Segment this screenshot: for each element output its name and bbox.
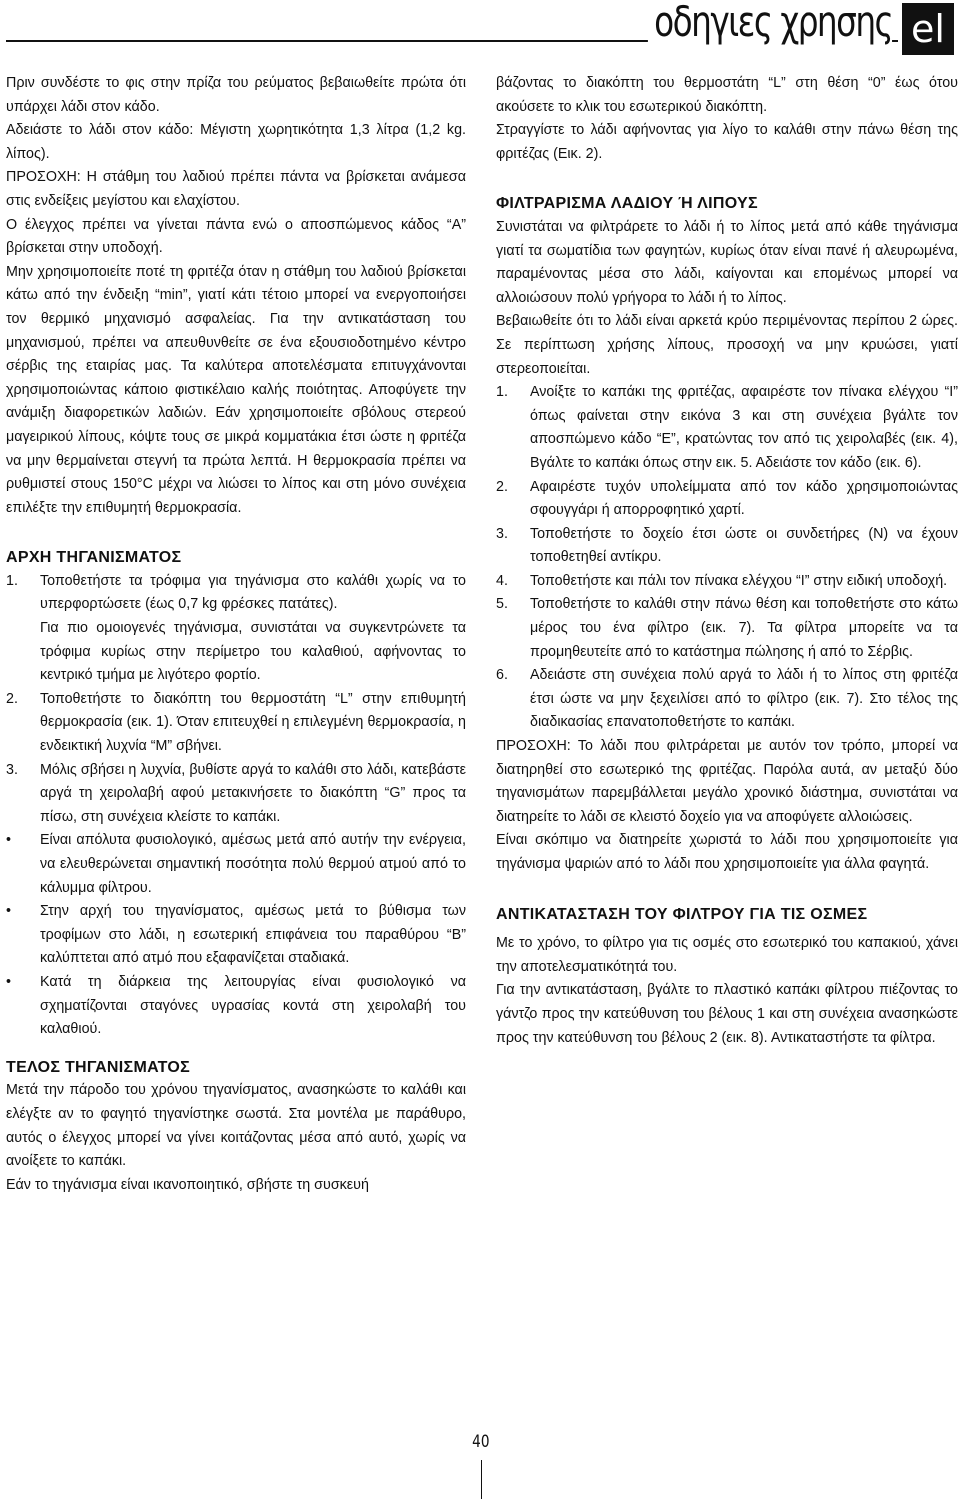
list-item: [496, 664, 958, 735]
right-column: [496, 72, 958, 1050]
section-title-start: ΑΡΧΗ ΤΗΓΑΝΙΣΜΑΤΟΣ: [6, 549, 182, 567]
filter-steps-list: [496, 381, 958, 735]
list-item: [496, 381, 958, 475]
list-marker: 1.: [496, 384, 508, 401]
filter-paragraph: Βεβαιωθείτε ότι το λάδι είναι αρκετά κρύο περιμένοντας περίπου 2 ώρες. Σε περίπτωση χρήσης λίπους, προσοχή να μην κρυώσει, γιατί στερεοποιείται.: [496, 313, 958, 377]
list-marker: •: [6, 832, 12, 849]
section-title-end: ΤΕΛΟΣ ΤΗΓΑΝΙΣΜΑΤΟΣ: [6, 1058, 191, 1076]
filter-note-paragraph: Είναι σκόπιμο να διατηρείτε χωριστά το λάδι που χρησιμοποιείτε για τηγάνισμα ψαριών από το λάδι που χρησιμοποιείτε για άλλα φαγητά.: [496, 832, 958, 872]
list-item: [6, 688, 466, 759]
section-title-filter: ΦΙΛΤΡΑΡΙΣΜΑ ΛΑΔΙΟΥ Ή ΛΙΠΟΥΣ: [496, 195, 758, 213]
list-item: [6, 570, 466, 688]
list-marker: 1.: [6, 572, 18, 589]
continuation-paragraph: βάζοντας το διακόπτη του θερμοστάτη “L” στη θέση “0” έως ότου ακούσετε το κλικ του εσωτερικού διακόπτη.: [496, 75, 958, 115]
intro-paragraph: ΠΡΟΣΟΧΗ: Η στάθμη του λαδιού πρέπει πάντα να βρίσκεται ανάμεσα στις ενδείξεις μεγίστου και ελαχίστου.: [6, 169, 466, 209]
list-marker: 4.: [496, 572, 508, 589]
list-item: [496, 523, 958, 570]
list-marker: 5.: [496, 596, 508, 613]
list-marker: 6.: [496, 667, 508, 684]
list-item: [496, 593, 958, 664]
start-steps-list: [6, 570, 466, 1042]
list-item-text: Τοποθετήστε το διακόπτη του θερμοστάτη “L” στην επιθυμητή θερμοκρασία (εικ. 1). Όταν επιτευχθεί η επιλεγμένη θερμοκρασία, η ενδεικτική λυχνία “M” σβήνει.: [40, 690, 466, 755]
continuation-paragraph: Στραγγίστε το λάδι αφήνοντας για λίγο το καλάθι στην πάνω θέση της φριτέζας (Εικ. 2).: [496, 122, 958, 162]
list-marker: 2.: [6, 690, 18, 707]
end-paragraph: Εάν το τηγάνισμα είναι ικανοποιητικό, σβήστε τη συσκευή: [6, 1176, 369, 1193]
list-item-text: Τοποθετήστε το καλάθι στην πάνω θέση και τοποθετήστε στο κάτω μέρος του ένα φίλτρο (εικ. 7). Τα φίλτρα μπορείτε να τα προμηθευτείτε από το κατάστημα πώλησης ή από το Σέρβις.: [530, 596, 958, 660]
intro-paragraph: Μην χρησιμοποιείτε ποτέ τη φριτέζα όταν η στάθμη του λαδιού βρίσκεται κάτω από την ένδειξη “min”, γιατί κάτι τέτοιο μπορεί να ενεργοποιήσει τον θερμικό μηχανισμό ασφαλείας. Για την αντικατάσταση του μηχανισμού, πρέπει να απευθυνθείτε σε ένα εξουσιοδοτημένο κέντρο σέρβις της εταιρίας μας. Τα καλύτερα αποτελέσματα επιτυγχάνονται χρησιμοποιώντας κάποιο φιστικέλαιο καλής ποιότητας. Αποφύγετε την ανάμιξη διαφορετικών λαδιών. Εάν χρησιμοποιείτε σβόλους στερεού μαγειρικού λίπους, κόψτε τους σε μικρά κομματάκια έτσι ώστε η φριτέζα να μην θερμαίνεται στεγνή τα πρώτα λεπτά. Η θερμοκρασία πρέπει να ρυθμιστεί στους 150°C μέχρι να λιώσει το λίπος και στη μόνο συνέχεια επιλέξτε την επιθυμητή θερμοκρασία.: [6, 263, 466, 516]
header-title: οδηγιες χρησης: [648, 0, 892, 48]
list-item-text: Ανοίξτε το καπάκι της φριτέζας, αφαιρέστε τον πίνακα ελέγχου “I” όπως φαίνεται στην εικόνα 3 και στη συνέχεια βγάλτε τον αποσπώμενο κάδο “E”, κρατώντας τον από τις χειρολαβές (εικ. 4), Βγάλτε το καπάκι όπως στην εικ. 5. Αδειάστε τον κάδο (εικ. 6).: [530, 384, 958, 471]
list-marker: 3.: [496, 525, 508, 542]
list-item-text: Μόλις σβήσει η λυχνία, βυθίστε αργά το καλάθι στο λάδι, κατεβάστε αργά τη χειρολαβή αφού μετακινήσετε το διακόπτη “G” προς τα πίσω, στη συνέχεια κλείστε το καπάκι.: [40, 761, 466, 825]
page-divider-line: [481, 1460, 482, 1499]
list-marker: •: [6, 973, 12, 990]
list-item-text: Τοποθετήστε τα τρόφιμα για τηγάνισμα στο καλάθι χωρίς να το υπερφορτώσετε (έως 0,7 kg φρέσκες πατάτες).: [40, 572, 466, 613]
list-item: [6, 829, 466, 900]
list-item: [6, 900, 466, 971]
list-item-text: Είναι απόλυτα φυσιολογικό, αμέσως μετά από αυτήν την ενέργεια, να ελευθερώνεται σημαντική ποσότητα πολύ θερμού ατμού από το κάλυμμα φίλτρου.: [40, 832, 466, 896]
list-item: [496, 476, 958, 523]
left-column: [6, 72, 466, 1197]
list-item-text: Κατά τη διάρκεια της λειτουργίας είναι φυσιολογικό να σχηματίζονται σταγόνες υγρασίας κοντά στη χειρολαβή του καλαθιού.: [40, 973, 466, 1038]
filter-paragraph: Συνιστάται να φιλτράρετε το λάδι ή το λίπος μετά από κάθε τηγάνισμα γιατί τα σωματίδια των φαγητών, κυρίως όταν είναι πανέ ή αλευρωμένα, παραμένοντας μέσα στο λάδι, καίγονται και επομένως μπορεί να αλλοιώσουν πολύ γρήγορα το λάδι ή το λίπος.: [496, 218, 958, 306]
page-number: 40: [472, 1432, 490, 1452]
list-item-text: Στην αρχή του τηγανίσματος, αμέσως μετά το βύθισμα των τροφίμων στο λάδι, η εσωτερική επιφάνεια του παραθύρου “B” καλύπτεται από ατμό που εξαφανίζεται σταδιακά.: [40, 903, 466, 967]
list-item-text: Τοποθετήστε και πάλι τον πίνακα ελέγχου “I” στην ειδική υποδοχή.: [530, 572, 948, 589]
filter-note-paragraph: ΠΡΟΣΟΧΗ: Το λάδι που φιλτράρεται με αυτόν τον τρόπο, μπορεί να διατηρηθεί στο εσωτερικό της φριτέζας. Παρόλα αυτά, αν μεταξύ δύο τηγανισμάτων παρεμβάλλεται μεγάλο χρονικό διάστημα, συνιστάται να διατηρείτε το λάδι σε κλειστό δοχείο για να αποφύγετε αλλοιώσεις.: [496, 738, 958, 825]
list-item-text: Αφαιρέστε τυχόν υπολείμματα από τον κάδο χρησιμοποιώντας σφουγγάρι ή απορροφητικό χαρτί.: [530, 478, 958, 519]
list-item: [6, 971, 466, 1042]
list-item-text: Τοποθετήστε το δοχείο έτσι ώστε οι συνδετήρες (N) να έχουν τοποθετηθεί αντίκρυ.: [530, 525, 958, 566]
page-header: [0, 0, 960, 62]
intro-paragraph: Αδειάστε το λάδι στον κάδο: Μέγιστη χωρητικότητα 1,3 λίτρα (1,2 kg. λίπος).: [6, 122, 466, 162]
list-marker: 3.: [6, 761, 18, 778]
intro-paragraph: Ο έλεγχος πρέπει να γίνεται πάντα ενώ ο αποσπώμενος κάδος “Α” βρίσκεται στην υποδοχή.: [6, 216, 466, 257]
odor-paragraph: Για την αντικατάσταση, βγάλτε το πλαστικό καπάκι φίλτρου πιέζοντας το γάντζο προς την κατεύθυνση του βέλους 1 και στη συνέχεια ανασηκώστε προς την κατεύθυνση του βέλους 2 (εικ. 8). Αντικαταστήστε τα φίλτρα.: [496, 982, 958, 1046]
end-paragraph: Μετά την πάροδο του χρόνου τηγανίσματος, ανασηκώστε το καλάθι και ελέγξτε αν το φαγητό τηγανίστηκε σωστά. Στα μοντέλα με παράθυρο, αυτός ο έλεγχος μπορεί να γίνει κοιτάζοντας μέσα από αυτό, χωρίς να ανοίξετε το καπάκι.: [6, 1082, 466, 1170]
odor-paragraph: Με το χρόνο, το φίλτρο για τις οσμές στο εσωτερικό του καπακιού, χάνει την αποτελεσματικότητά του.: [496, 935, 958, 975]
intro-paragraph: Πριν συνδέστε το φις στην πρίζα του ρεύματος βεβαιωθείτε πρώτα ότι υπάρχει λάδι στον κάδο.: [6, 75, 466, 115]
list-marker: 2.: [496, 478, 508, 495]
language-badge: el: [902, 3, 954, 55]
list-marker: •: [6, 903, 12, 920]
list-item-text: Αδειάστε στη συνέχεια πολύ αργά το λάδι ή το λίπος στη φριτέζα έτσι ώστε να μην ξεχειλίσει από το φίλτρο (εικ. 7). Στο τέλος της διαδικασίας επανατοποθετήστε το καπάκι.: [530, 667, 958, 731]
section-title-odor-filter: ΑΝΤΙΚΑΤΑΣΤΑΣΗ ΤΟΥ ΦΙΛΤΡΟΥ ΓΙΑ ΤΙΣ ΟΣΜΕΣ: [496, 905, 868, 923]
list-item: [6, 759, 466, 830]
list-item: [496, 570, 958, 594]
list-item-extra: Για πιο ομοιογενές τηγάνισμα, συνιστάται να συγκεντρώνετε τα τρόφιμα κυρίως στην περίμετρο του καλαθιού, αφήνοντας το κεντρικό τμήμα με λιγότερο φορτίο.: [40, 620, 466, 684]
